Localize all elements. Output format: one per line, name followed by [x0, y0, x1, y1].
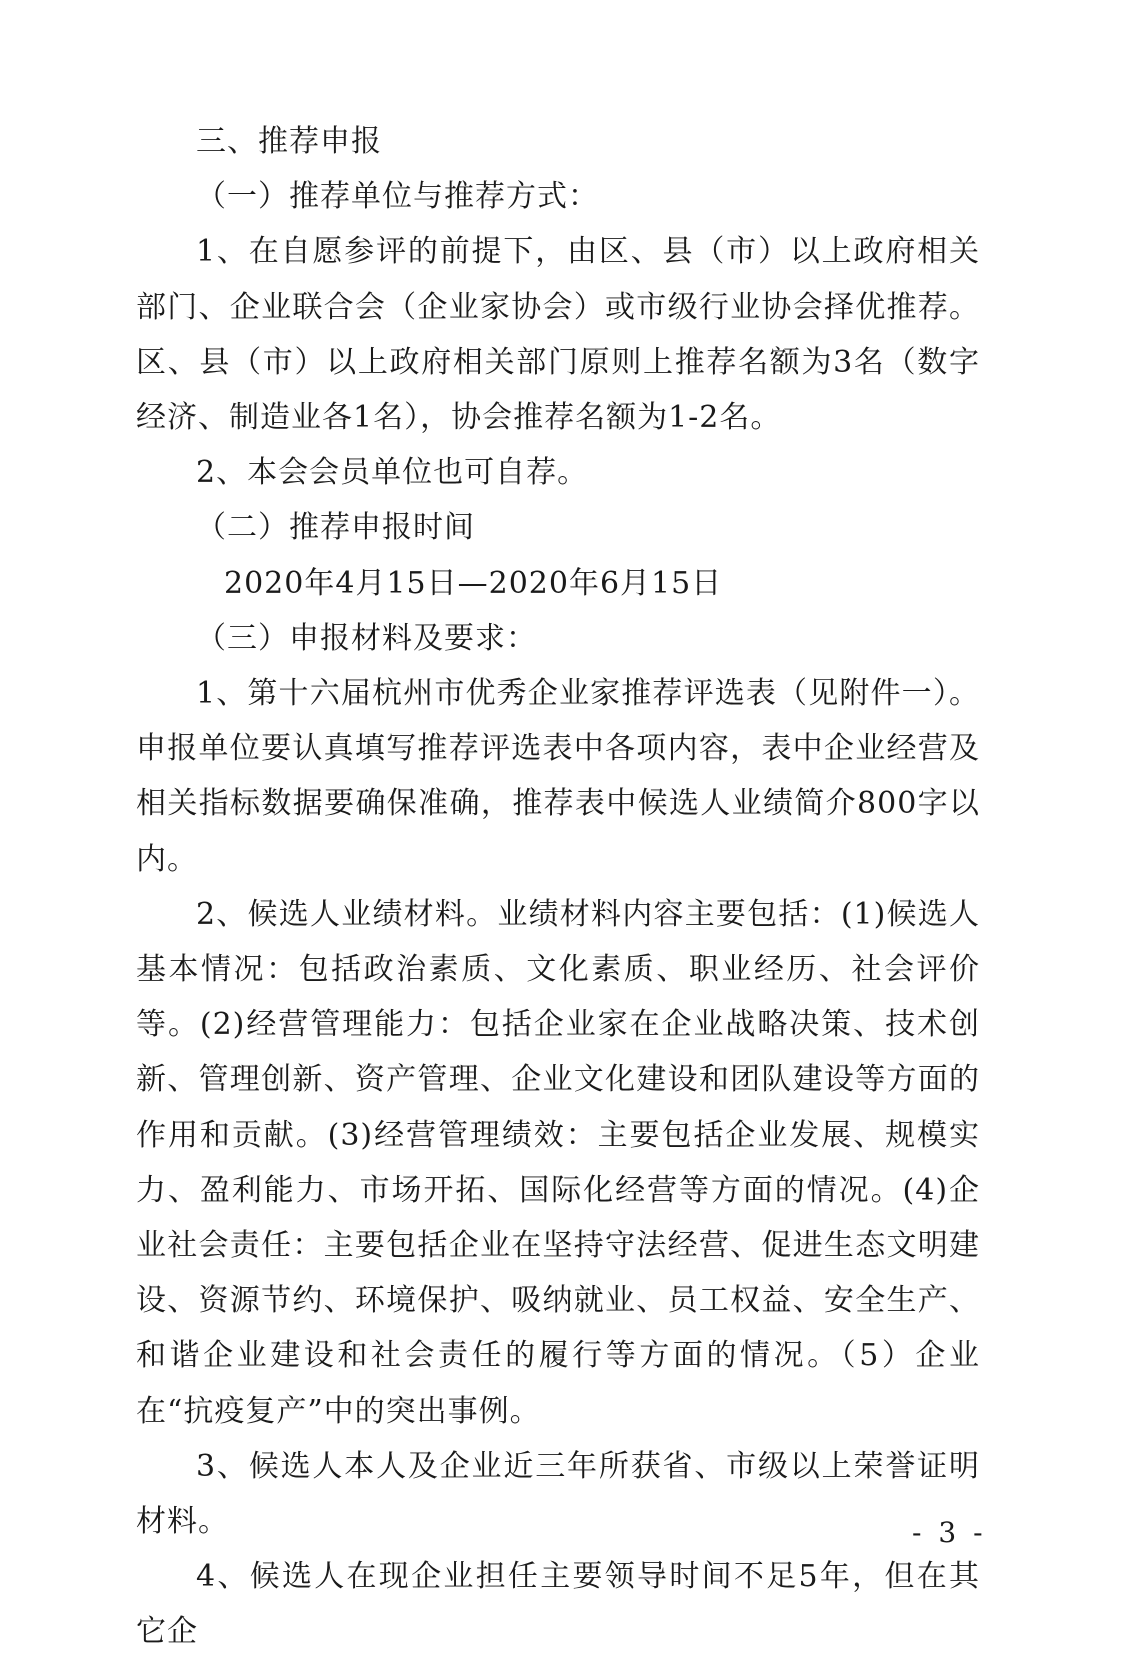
subsection-heading-time: （二）推荐申报时间	[196, 510, 475, 546]
paragraph-materials-item-4: 4、候选人在现企业担任主要领导时间不足5年，但在其它企	[136, 1559, 980, 1650]
subsection-heading-materials: （三）申报材料及要求：	[196, 620, 537, 656]
page-number: - 3 -	[912, 1516, 987, 1549]
paragraph-units-item-2: 2、本会会员单位也可自荐。	[196, 455, 589, 491]
subsection-heading-units-methods: （一）推荐单位与推荐方式：	[196, 179, 599, 215]
paragraph-materials-item-3: 3、候选人本人及企业近三年所获省、市级以上荣誉证明材料。	[136, 1448, 980, 1540]
paragraph-date-range: 2020年4月15日—2020年6月15日	[224, 565, 723, 601]
paragraph-materials-item-1: 1、第十六届杭州市优秀企业家推荐评选表（见附件一）。申报单位要认真填写推荐评选表中各项内容，表中企业经营及相关指标数据要确保准确，推荐表中候选人业绩简介800字以内。	[136, 676, 980, 877]
document-body	[136, 114, 980, 1660]
section-heading-recommendation: 三、推荐申报	[196, 124, 382, 159]
paragraph-units-item-1: 1、在自愿参评的前提下，由区、县（市）以上政府相关部门、企业联合会（企业家协会）或市级行业协会择优推荐。区、县（市）以上政府相关部门原则上推荐名额为3名（数字经济、制造业各1名），协会推荐名额为1-2名。	[136, 234, 980, 436]
paragraph-materials-item-2: 2、候选人业绩材料。业绩材料内容主要包括：(1)候选人基本情况：包括政治素质、文化素质、职业经历、社会评价等。(2)经营管理能力：包括企业家在企业战略决策、技术创新、管理创新、资产管理、企业文化建设和团队建设等方面的作用和贡献。(3)经营管理绩效：主要包括企业发展、规模实力、盈利能力、市场开拓、国际化经营等方面的情况。(4)企业社会责任：主要包括企业在坚持守法经营、促进生态文明建设、资源节约、环境保护、吸纳就业、员工权益、安全生产、和谐企业建设和社会责任的履行等方面的情况。（5）企业在“抗疫复产”中的突出事例。	[136, 896, 980, 1429]
